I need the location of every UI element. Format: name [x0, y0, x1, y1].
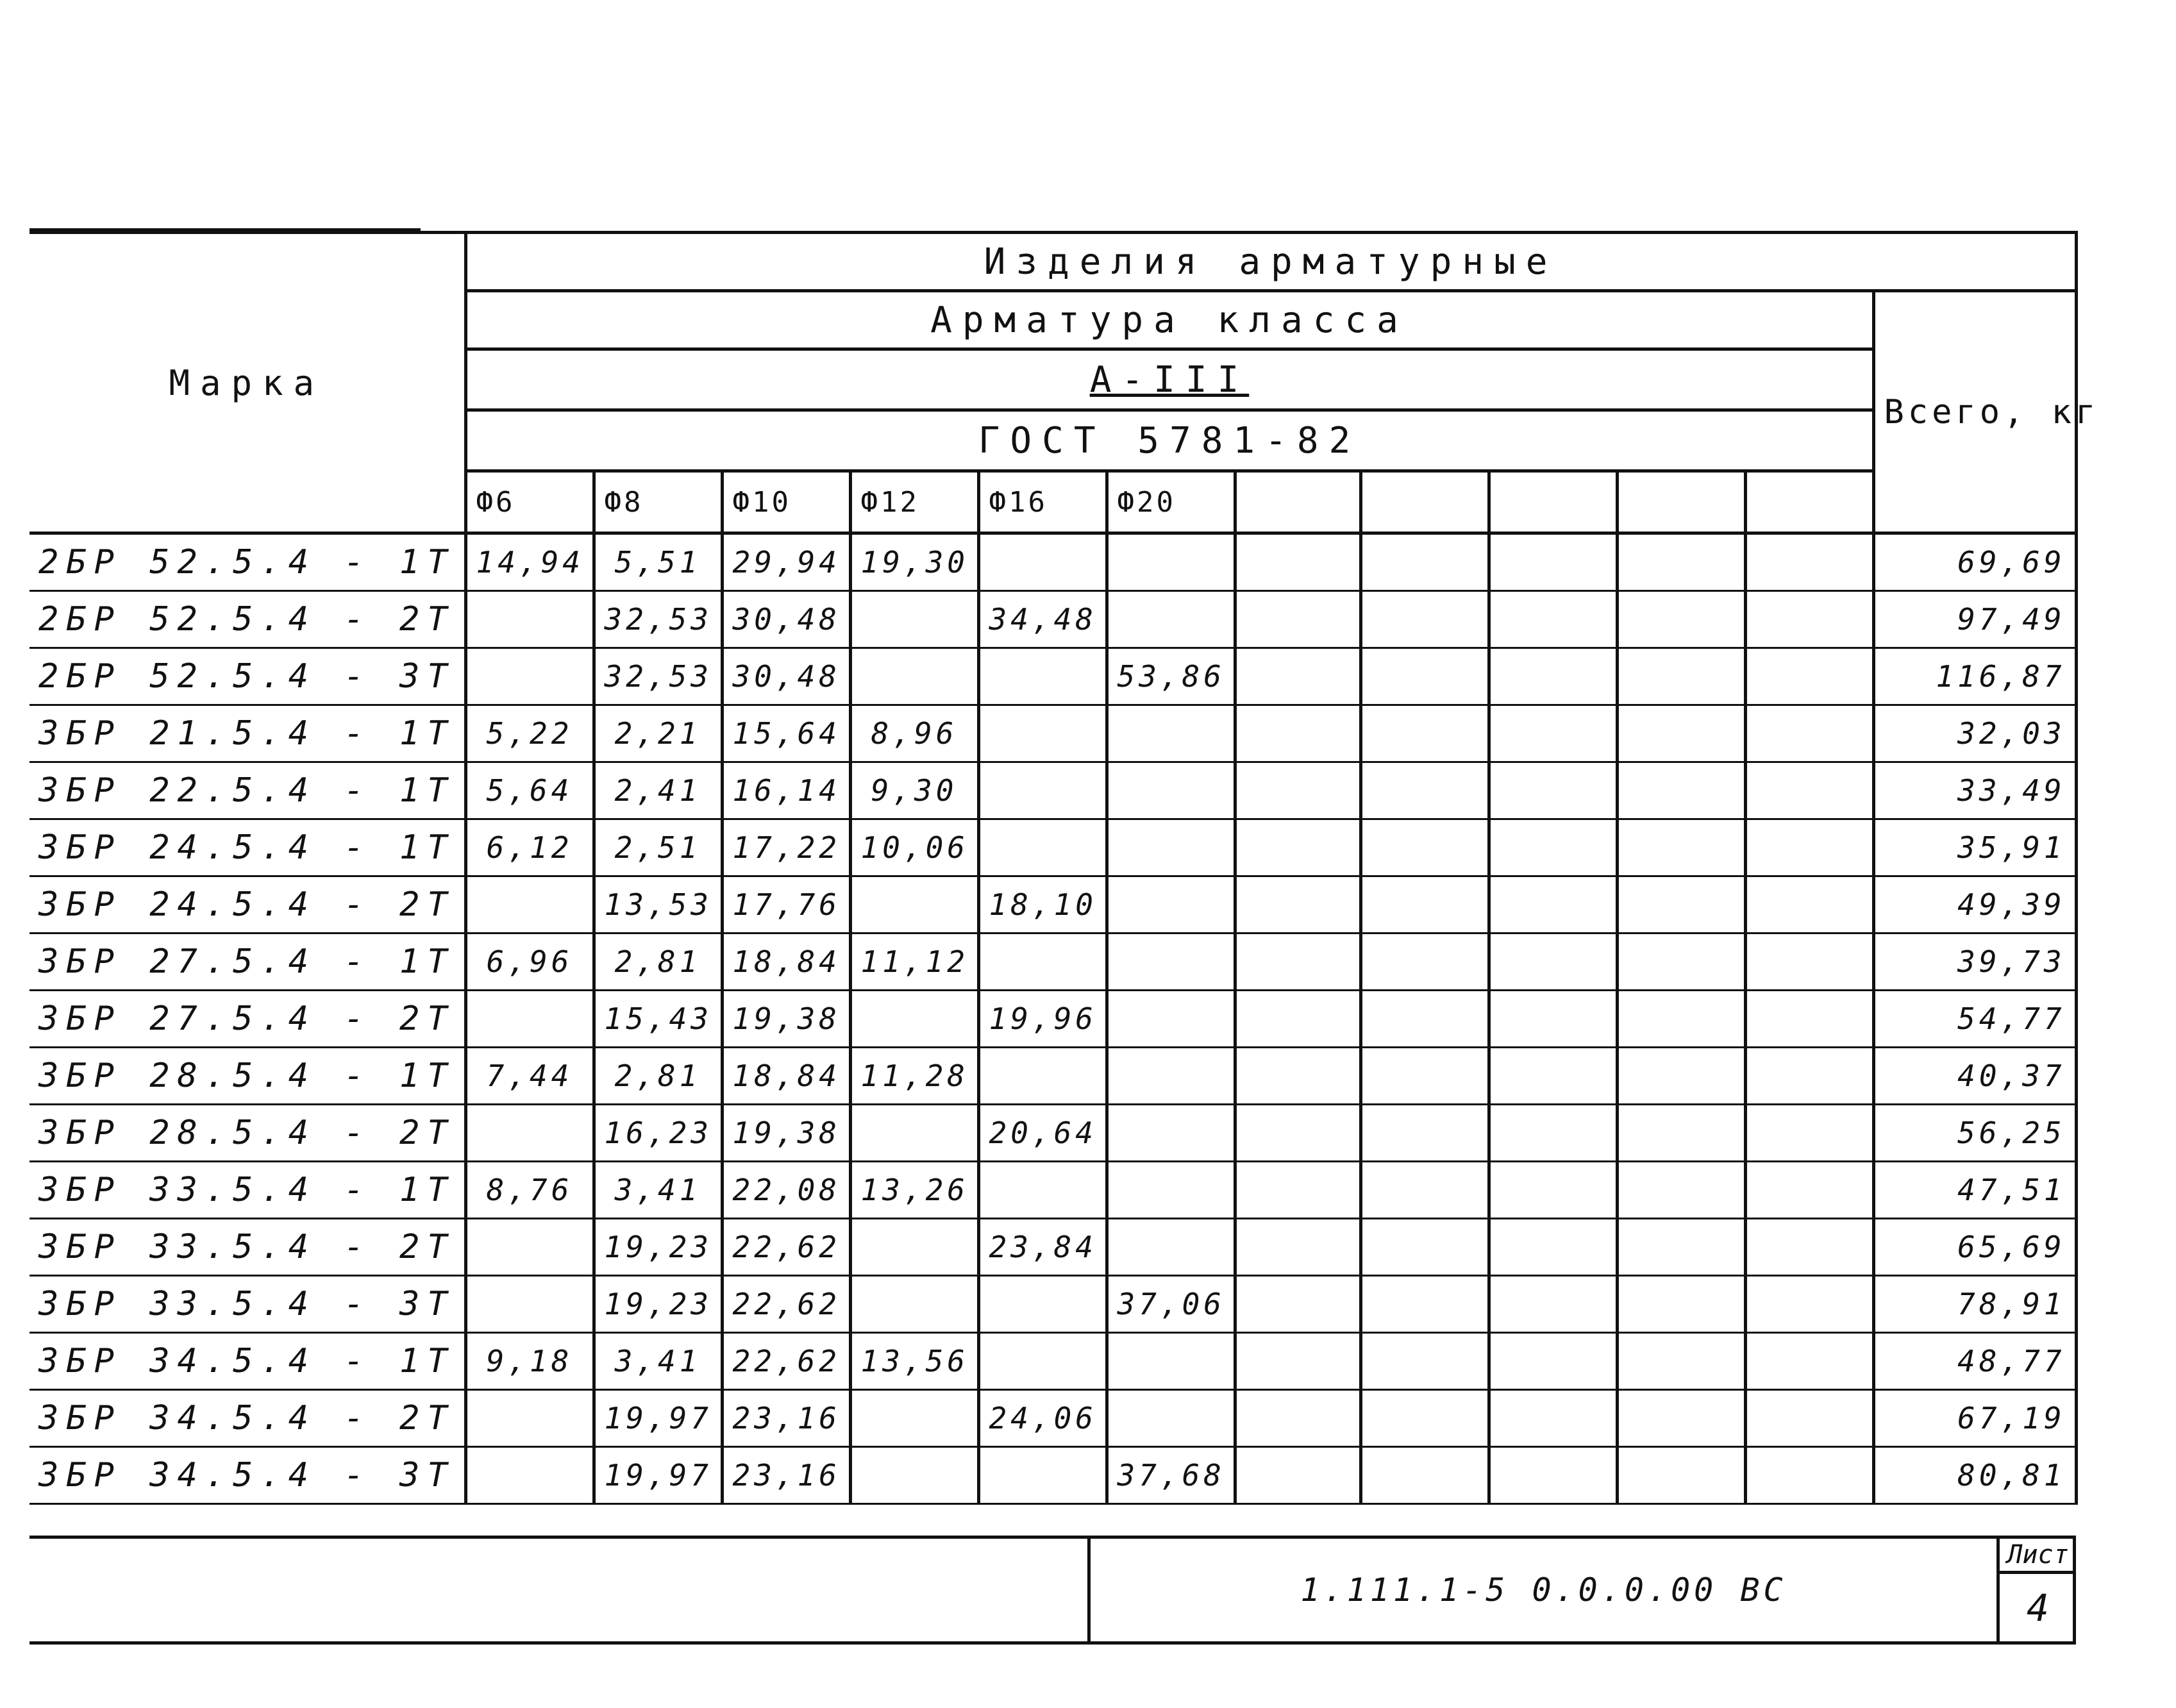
row-total: 33,49: [1873, 762, 2076, 819]
mass-cell: [1745, 1219, 1873, 1276]
column-header-diameter: Ф20: [1107, 471, 1235, 533]
mass-cell: [1489, 1390, 1617, 1447]
mass-cell: [1745, 876, 1873, 934]
column-header-empty: [1617, 471, 1745, 533]
mass-cell: [1617, 591, 1745, 648]
mass-cell: 2,81: [594, 1048, 722, 1105]
mass-cell: [1745, 1333, 1873, 1390]
mass-cell: [1617, 1276, 1745, 1333]
mass-cell: 17,76: [722, 876, 850, 934]
mass-cell: 3,41: [594, 1333, 722, 1390]
mass-cell: [1360, 705, 1489, 762]
row-mark: 3БР 28.5.4 - 2Т: [29, 1105, 465, 1162]
mass-cell: 2,21: [594, 705, 722, 762]
row-mark: 3БР 33.5.4 - 3Т: [29, 1276, 465, 1333]
mass-cell: 22,62: [722, 1333, 850, 1390]
mass-cell: [465, 1390, 594, 1447]
table-row: [29, 533, 2076, 591]
mass-cell: [1745, 705, 1873, 762]
mass-cell: 5,51: [594, 533, 722, 591]
mass-cell: [1745, 819, 1873, 876]
mass-cell: [1107, 533, 1235, 591]
mass-cell: 3,41: [594, 1162, 722, 1219]
mass-cell: [1617, 876, 1745, 934]
table-row: [29, 876, 2076, 934]
column-header-diameter: Ф6: [465, 471, 594, 533]
table-row: [29, 1276, 2076, 1333]
mass-cell: [465, 591, 594, 648]
mass-cell: [1617, 648, 1745, 705]
column-header-diameter: Ф12: [850, 471, 978, 533]
mass-cell: 19,30: [850, 533, 978, 591]
mass-cell: [1235, 705, 1360, 762]
mass-cell: [1235, 1276, 1360, 1333]
mass-cell: 37,68: [1107, 1447, 1235, 1504]
document-code: 1.111.1-5 0.0.0.00 ВС: [1087, 1537, 1996, 1643]
mass-cell: 7,44: [465, 1048, 594, 1105]
row-mark: 3БР 34.5.4 - 3Т: [29, 1447, 465, 1504]
row-total: 65,69: [1873, 1219, 2076, 1276]
mass-cell: 30,48: [722, 648, 850, 705]
mass-cell: [1360, 1219, 1489, 1276]
table-row: [29, 591, 2076, 648]
row-mark: 2БР 52.5.4 - 2Т: [29, 591, 465, 648]
row-total: 56,25: [1873, 1105, 2076, 1162]
sheet-label: Лист: [1996, 1537, 2076, 1574]
gost-standard: ГОСТ 5781-82: [465, 410, 1873, 471]
mass-cell: 11,28: [850, 1048, 978, 1105]
mass-cell: 18,84: [722, 934, 850, 991]
mass-cell: 5,22: [465, 705, 594, 762]
mass-cell: [1235, 648, 1360, 705]
row-total: 97,49: [1873, 591, 2076, 648]
mass-cell: [850, 1219, 978, 1276]
mass-cell: 11,12: [850, 934, 978, 991]
mass-cell: [978, 762, 1107, 819]
mass-cell: 19,38: [722, 1105, 850, 1162]
table-row: [29, 934, 2076, 991]
mass-cell: 2,81: [594, 934, 722, 991]
mass-cell: [1617, 1333, 1745, 1390]
mass-cell: 19,97: [594, 1390, 722, 1447]
mass-cell: 2,41: [594, 762, 722, 819]
mass-cell: [1235, 876, 1360, 934]
mass-cell: [1617, 1162, 1745, 1219]
mass-cell: [1360, 1447, 1489, 1504]
mass-cell: 19,23: [594, 1276, 722, 1333]
mass-cell: [465, 1105, 594, 1162]
mass-cell: [850, 648, 978, 705]
mass-cell: [1489, 991, 1617, 1048]
mass-cell: [850, 1390, 978, 1447]
mass-cell: [1360, 876, 1489, 934]
mass-cell: 8,96: [850, 705, 978, 762]
mass-cell: 22,62: [722, 1276, 850, 1333]
mass-cell: [1489, 591, 1617, 648]
row-mark: 3БР 27.5.4 - 2Т: [29, 991, 465, 1048]
mass-cell: 9,30: [850, 762, 978, 819]
mass-cell: 19,23: [594, 1219, 722, 1276]
table-row: [29, 1219, 2076, 1276]
sheet-number: 4: [1996, 1574, 2076, 1643]
mass-cell: [978, 819, 1107, 876]
mass-cell: 17,22: [722, 819, 850, 876]
mass-cell: 30,48: [722, 591, 850, 648]
mass-cell: [1235, 991, 1360, 1048]
column-header-mark: Марка: [29, 233, 465, 533]
mass-cell: [850, 1105, 978, 1162]
row-mark: 3БР 28.5.4 - 1Т: [29, 1048, 465, 1105]
mass-cell: [1617, 934, 1745, 991]
mass-cell: [1745, 762, 1873, 819]
row-total: 48,77: [1873, 1333, 2076, 1390]
table-row: [29, 991, 2076, 1048]
mass-cell: [850, 591, 978, 648]
rebar-spec-table: [29, 231, 2100, 1505]
mass-cell: 14,94: [465, 533, 594, 591]
row-total: 32,03: [1873, 705, 2076, 762]
table-row: [29, 1390, 2076, 1447]
mass-cell: [1745, 591, 1873, 648]
mass-cell: 24,06: [978, 1390, 1107, 1447]
row-total: 80,81: [1873, 1447, 2076, 1504]
row-mark: 3БР 22.5.4 - 1Т: [29, 762, 465, 819]
mass-cell: [465, 1219, 594, 1276]
mass-cell: 15,64: [722, 705, 850, 762]
row-total: 69,69: [1873, 533, 2076, 591]
mass-cell: 9,18: [465, 1333, 594, 1390]
column-header-empty: [1360, 471, 1489, 533]
mass-cell: 23,84: [978, 1219, 1107, 1276]
mass-cell: 19,96: [978, 991, 1107, 1048]
row-total: 40,37: [1873, 1048, 2076, 1105]
mass-cell: [1360, 762, 1489, 819]
mass-cell: [465, 991, 594, 1048]
mass-cell: [978, 1333, 1107, 1390]
mass-cell: [1745, 1048, 1873, 1105]
mass-cell: 22,62: [722, 1219, 850, 1276]
mass-cell: 18,84: [722, 1048, 850, 1105]
mass-cell: [1617, 819, 1745, 876]
mass-cell: [1489, 876, 1617, 934]
mass-cell: [1489, 1105, 1617, 1162]
mass-cell: [1489, 762, 1617, 819]
row-total: 39,73: [1873, 934, 2076, 991]
column-header-empty: [1745, 471, 1873, 533]
mass-cell: [978, 533, 1107, 591]
mass-cell: [1360, 934, 1489, 991]
row-mark: 3БР 33.5.4 - 2Т: [29, 1219, 465, 1276]
mass-cell: [978, 1276, 1107, 1333]
mass-cell: [1489, 648, 1617, 705]
mass-cell: [1360, 591, 1489, 648]
mass-cell: [1617, 1447, 1745, 1504]
table-row: [29, 1447, 2076, 1504]
mass-cell: [1617, 762, 1745, 819]
row-mark: 3БР 34.5.4 - 1Т: [29, 1333, 465, 1390]
mass-cell: [1107, 1390, 1235, 1447]
mass-cell: [1489, 1276, 1617, 1333]
mass-cell: [1235, 1048, 1360, 1105]
mass-cell: [1107, 876, 1235, 934]
mass-cell: [978, 1447, 1107, 1504]
mass-cell: [1107, 819, 1235, 876]
mass-cell: 34,48: [978, 591, 1107, 648]
row-mark: 3БР 21.5.4 - 1Т: [29, 705, 465, 762]
mass-cell: [1745, 1390, 1873, 1447]
mass-cell: [1107, 762, 1235, 819]
table-row: [29, 819, 2076, 876]
mass-cell: 29,94: [722, 533, 850, 591]
mass-cell: 6,96: [465, 934, 594, 991]
row-total: 116,87: [1873, 648, 2076, 705]
mass-cell: [1360, 1333, 1489, 1390]
mass-cell: [1489, 1219, 1617, 1276]
mass-cell: [1489, 934, 1617, 991]
column-header-empty: [1489, 471, 1617, 533]
mass-cell: [1617, 991, 1745, 1048]
mass-cell: 6,12: [465, 819, 594, 876]
column-header-total: Всего, кг: [1873, 291, 2076, 533]
mass-cell: [1235, 819, 1360, 876]
mass-cell: [1360, 1048, 1489, 1105]
rebar-class-title: Арматура класса: [465, 291, 1873, 349]
mass-cell: [850, 991, 978, 1048]
products-title: Изделия арматурные: [465, 233, 2076, 291]
rebar-class-value: А-III: [465, 349, 1873, 410]
mass-cell: 8,76: [465, 1162, 594, 1219]
blank-stamp-area: [29, 1537, 1087, 1643]
mass-cell: 23,16: [722, 1447, 850, 1504]
table-row: [29, 1333, 2076, 1390]
mass-cell: [1617, 1390, 1745, 1447]
row-total: 67,19: [1873, 1390, 2076, 1447]
mass-cell: 16,23: [594, 1105, 722, 1162]
row-mark: 3БР 33.5.4 - 1Т: [29, 1162, 465, 1219]
mass-cell: [1745, 991, 1873, 1048]
column-header-diameter: Ф10: [722, 471, 850, 533]
mass-cell: [1617, 705, 1745, 762]
mass-cell: 32,53: [594, 648, 722, 705]
row-total: 78,91: [1873, 1276, 2076, 1333]
mass-cell: 5,64: [465, 762, 594, 819]
mass-cell: [1745, 1276, 1873, 1333]
row-total: 54,77: [1873, 991, 2076, 1048]
mass-cell: [1745, 533, 1873, 591]
mass-cell: [1360, 1390, 1489, 1447]
row-mark: 3БР 34.5.4 - 2Т: [29, 1390, 465, 1447]
mass-cell: [1489, 705, 1617, 762]
mass-cell: 15,43: [594, 991, 722, 1048]
mass-cell: [1360, 1276, 1489, 1333]
row-mark: 2БР 52.5.4 - 1Т: [29, 533, 465, 591]
mass-cell: [1617, 1219, 1745, 1276]
table-row: [29, 762, 2076, 819]
mass-cell: [1107, 1105, 1235, 1162]
mass-cell: 16,14: [722, 762, 850, 819]
mass-cell: [1489, 1162, 1617, 1219]
row-total: 47,51: [1873, 1162, 2076, 1219]
mass-cell: [1745, 1105, 1873, 1162]
mass-cell: 10,06: [850, 819, 978, 876]
mass-cell: [1489, 1333, 1617, 1390]
mass-cell: 19,38: [722, 991, 850, 1048]
table-row: [29, 1105, 2076, 1162]
mass-cell: [1489, 819, 1617, 876]
mass-cell: [850, 1276, 978, 1333]
mass-cell: [1745, 1447, 1873, 1504]
mass-cell: 53,86: [1107, 648, 1235, 705]
mass-cell: [1107, 591, 1235, 648]
mass-cell: [1745, 1162, 1873, 1219]
mass-cell: [1360, 819, 1489, 876]
mass-cell: [1360, 991, 1489, 1048]
mass-cell: [978, 934, 1107, 991]
row-mark: 3БР 27.5.4 - 1Т: [29, 934, 465, 991]
mass-cell: [1235, 1333, 1360, 1390]
mass-cell: [1107, 934, 1235, 991]
mass-cell: [1235, 934, 1360, 991]
mass-cell: [1360, 648, 1489, 705]
mass-cell: [978, 1048, 1107, 1105]
mass-cell: [1617, 533, 1745, 591]
mass-cell: [1235, 762, 1360, 819]
row-mark: 2БР 52.5.4 - 3Т: [29, 648, 465, 705]
mass-cell: [1360, 1105, 1489, 1162]
column-header-empty: [1235, 471, 1360, 533]
mass-cell: [1107, 1219, 1235, 1276]
mass-cell: [1360, 1162, 1489, 1219]
row-total: 35,91: [1873, 819, 2076, 876]
mass-cell: [465, 1447, 594, 1504]
mass-cell: [1107, 1333, 1235, 1390]
mass-cell: [978, 705, 1107, 762]
mass-cell: [1235, 1447, 1360, 1504]
mass-cell: [1107, 1162, 1235, 1219]
column-header-diameter: Ф8: [594, 471, 722, 533]
table-row: [29, 1162, 2076, 1219]
mass-cell: [465, 1276, 594, 1333]
mass-cell: [1235, 1390, 1360, 1447]
mass-cell: 23,16: [722, 1390, 850, 1447]
mass-cell: 13,56: [850, 1333, 978, 1390]
mass-cell: [1107, 1048, 1235, 1105]
mass-cell: 18,10: [978, 876, 1107, 934]
mass-cell: [465, 876, 594, 934]
column-header-diameter: Ф16: [978, 471, 1107, 533]
mass-cell: [1745, 648, 1873, 705]
row-mark: 3БР 24.5.4 - 1Т: [29, 819, 465, 876]
mass-cell: 2,51: [594, 819, 722, 876]
mass-cell: 22,08: [722, 1162, 850, 1219]
mass-cell: [465, 648, 594, 705]
mass-cell: [1235, 1105, 1360, 1162]
header-row-products: [29, 233, 2076, 291]
mass-cell: [1235, 1219, 1360, 1276]
mass-cell: [1107, 991, 1235, 1048]
mass-cell: [978, 1162, 1107, 1219]
mass-cell: [1489, 533, 1617, 591]
row-mark: 3БР 24.5.4 - 2Т: [29, 876, 465, 934]
mass-cell: [1617, 1105, 1745, 1162]
right-border: [2073, 1537, 2076, 1645]
mass-cell: 13,26: [850, 1162, 978, 1219]
mass-cell: [850, 1447, 978, 1504]
mass-cell: [1360, 533, 1489, 591]
table-row: [29, 1048, 2076, 1105]
mass-cell: [1107, 705, 1235, 762]
mass-cell: 32,53: [594, 591, 722, 648]
row-total: 49,39: [1873, 876, 2076, 934]
mass-cell: [1235, 591, 1360, 648]
mass-cell: [1235, 1162, 1360, 1219]
mass-cell: [1235, 533, 1360, 591]
mass-cell: [1489, 1447, 1617, 1504]
mass-cell: [978, 648, 1107, 705]
mass-cell: 13,53: [594, 876, 722, 934]
table-row: [29, 705, 2076, 762]
mass-cell: 20,64: [978, 1105, 1107, 1162]
table-row: [29, 648, 2076, 705]
mass-cell: 19,97: [594, 1447, 722, 1504]
bottom-rule: [29, 1641, 2076, 1645]
mass-cell: [850, 876, 978, 934]
mass-cell: [1489, 1048, 1617, 1105]
mass-cell: [1745, 934, 1873, 991]
mass-cell: [1617, 1048, 1745, 1105]
mass-cell: 37,06: [1107, 1276, 1235, 1333]
